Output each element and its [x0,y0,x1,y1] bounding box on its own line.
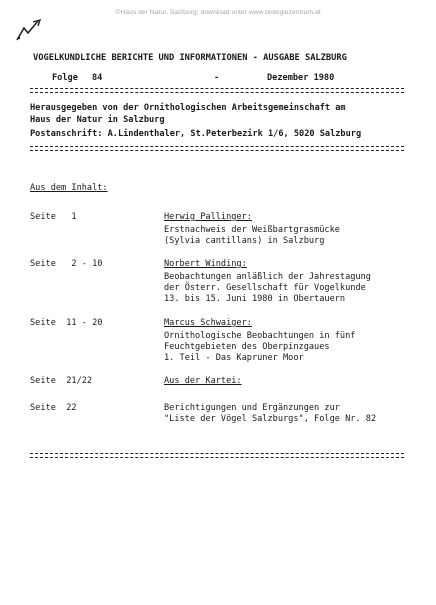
contents-page-3: Seite 11 - 20 [30,318,103,328]
contents-desc-3-line-2: Feuchtgebieten des Oberpinzgaues [164,342,330,352]
contents-desc-5-line-1: Berichtigungen und Ergänzungen zur [164,403,340,413]
contents-page-1: Seite 1 [30,212,77,222]
contents-page-4: Seite 21/22 [30,376,93,386]
handwritten-mark-icon [14,18,44,44]
issue-date: Dezember 1980 [267,73,335,83]
header-dash: - [214,73,220,83]
watermark: ©Haus der Natur, Salzburg; download unter www.biologiezentrum.at [115,9,321,16]
contents-heading: Aus dem Inhalt: [30,183,108,193]
document-title: VOGELKUNDLICHE BERICHTE UND INFORMATIONEN - AUSGABE SALZBURG [33,53,347,63]
publisher-line-2: Haus der Natur in Salzburg [30,115,165,125]
contents-author-1: Herwig Pallinger: [164,212,252,222]
footer-rule [30,453,404,458]
contents-page-5: Seite 22 [30,403,77,413]
folge-label: Folge [52,73,78,83]
contents-desc-3-line-1: Ornithologische Beobachtungen in fünf [164,331,356,341]
contents-desc-1-line-2: (Sylvia cantillans) in Salzburg [164,236,325,246]
contents-desc-1-line-1: Erstnachweis der Weißbartgrasmücke [164,225,340,235]
publisher-line-1: Herausgegeben von der Ornithologischen Arbeitsgemeinschaft am [30,103,346,113]
contents-author-3: Marcus Schwaiger: [164,318,252,328]
contents-desc-2-line-3: 13. bis 15. Juni 1980 in Obertauern [164,294,346,304]
contents-author-2: Norbert Winding: [164,259,247,269]
postal-address: Postanschrift: A.Lindenthaler, St.Peterbezirk 1/6, 5020 Salzburg [30,129,362,139]
contents-page-2: Seite 2 - 10 [30,259,103,269]
contents-desc-5-line-2: "Liste der Vögel Salzburgs", Folge Nr. 82 [164,414,377,424]
folge-number: 84 [92,73,103,83]
contents-author-4: Aus der Kartei: [164,376,242,386]
contents-desc-2-line-1: Beobachtungen anläßlich der Jahrestagung [164,272,371,282]
header-rule [30,88,404,93]
contents-desc-3-line-3: 1. Teil - Das Kapruner Moor [164,353,304,363]
contents-desc-2-line-2: der Österr. Gesellschaft für Vogelkunde [164,283,366,293]
publisher-rule [30,146,404,151]
